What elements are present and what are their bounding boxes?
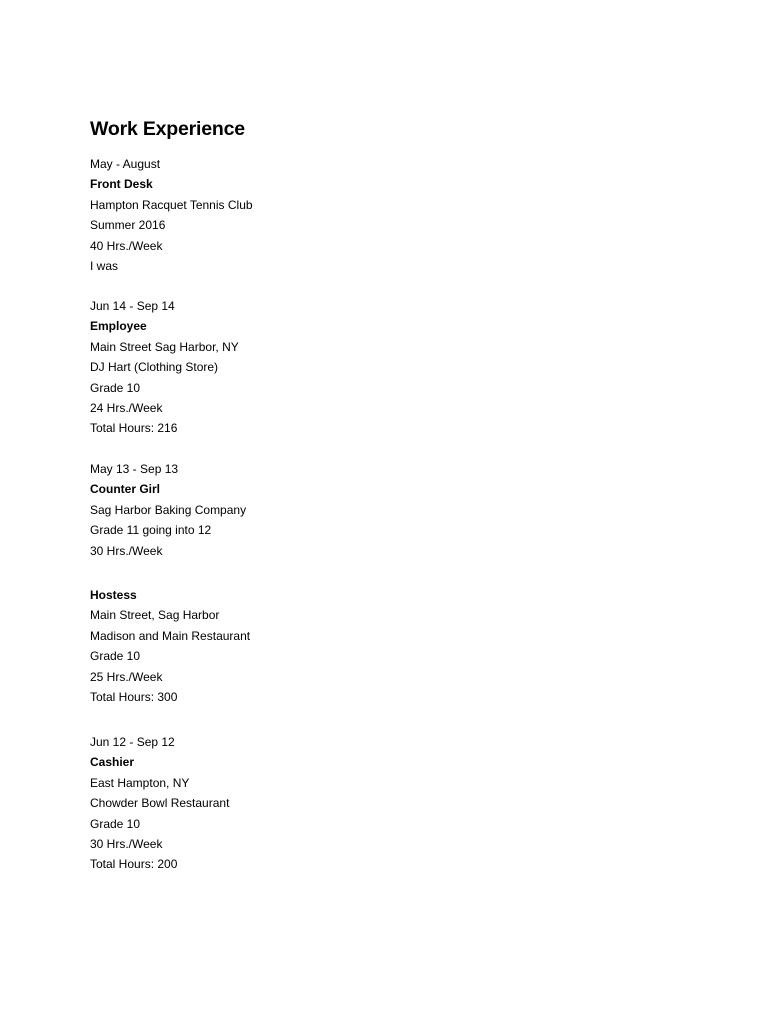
job-title: Cashier xyxy=(90,755,135,770)
job-dates: Jun 12 - Sep 12 xyxy=(90,735,175,749)
job-dates: May - August xyxy=(90,157,161,171)
job-detail: Main Street, Sag Harbor xyxy=(90,608,220,623)
job-entry-employee xyxy=(90,296,239,439)
job-dates: May 13 - Sep 13 xyxy=(90,462,179,476)
job-entry-hostess xyxy=(90,585,250,707)
job-entry-counter-girl xyxy=(90,459,246,561)
section-heading: Work Experience xyxy=(90,118,245,140)
job-entry-front-desk xyxy=(90,154,253,276)
job-detail: Grade 11 going into 12 xyxy=(90,523,212,538)
job-detail: I was xyxy=(90,258,119,273)
job-detail: Madison and Main Restaurant xyxy=(90,628,251,643)
job-detail: Grade 10 xyxy=(90,649,141,664)
job-detail: Main Street Sag Harbor, NY xyxy=(90,339,239,354)
job-detail: DJ Hart (Clothing Store) xyxy=(90,360,219,375)
job-entry-cashier xyxy=(90,732,229,875)
job-detail: 25 Hrs./Week xyxy=(90,669,163,684)
job-title: Front Desk xyxy=(90,177,153,192)
job-detail: Sag Harbor Baking Company xyxy=(90,502,247,517)
job-detail: Chowder Bowl Restaurant xyxy=(90,796,230,811)
job-title: Employee xyxy=(90,319,147,334)
job-title: Hostess xyxy=(90,588,137,602)
job-title: Counter Girl xyxy=(90,482,161,497)
job-detail: Grade 10 xyxy=(90,816,141,831)
job-detail: Total Hours: 300 xyxy=(90,689,178,704)
job-detail: Hampton Racquet Tennis Club xyxy=(90,197,253,212)
job-detail: 24 Hrs./Week xyxy=(90,400,163,415)
job-detail: Summer 2016 xyxy=(90,218,166,233)
job-detail: Total Hours: 200 xyxy=(90,857,178,872)
job-dates: Jun 14 - Sep 14 xyxy=(90,299,175,313)
job-detail: 30 Hrs./Week xyxy=(90,836,163,851)
job-detail: East Hampton, NY xyxy=(90,775,190,790)
job-detail: 40 Hrs./Week xyxy=(90,238,163,253)
job-detail: Grade 10 xyxy=(90,380,141,395)
job-detail: 30 Hrs./Week xyxy=(90,543,163,558)
job-detail: Total Hours: 216 xyxy=(90,421,178,436)
